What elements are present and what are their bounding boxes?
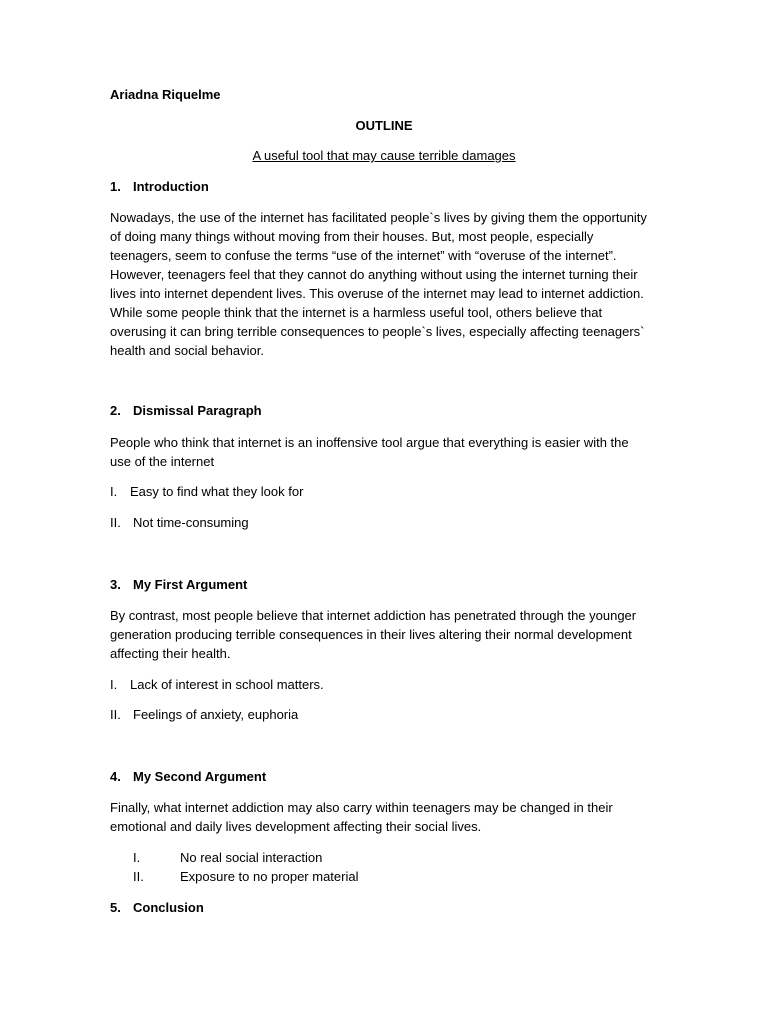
- list-item: [110, 705, 298, 724]
- list-marker: I.: [133, 850, 141, 865]
- section-number: 4.: [110, 769, 121, 784]
- list-item: [110, 513, 249, 532]
- section-number: 2.: [110, 403, 121, 418]
- list-text: Exposure to no proper material: [180, 869, 359, 884]
- section-number: 3.: [110, 577, 121, 592]
- list-marker: I.: [110, 677, 118, 692]
- second-argument-paragraph: [110, 798, 670, 836]
- paragraph-line: emotional and daily lives development affecting their social lives.: [110, 819, 482, 834]
- section-number: 5.: [110, 900, 121, 915]
- paragraph-line: lives into internet dependent lives. This overuse of the internet may lead to internet addiction.: [110, 286, 644, 301]
- list-text: Not time-consuming: [133, 515, 249, 530]
- section-title: Dismissal Paragraph: [133, 403, 262, 418]
- document-title: OUTLINE: [355, 118, 413, 133]
- paragraph-line: affecting their health.: [110, 646, 231, 661]
- paragraph-line: People who think that internet is an inoffensive tool argue that everything is easier with the: [110, 435, 629, 450]
- dismissal-paragraph: [110, 433, 670, 471]
- paragraph-line: While some people think that the internet is a harmless useful tool, others believe that: [110, 305, 603, 320]
- paragraph-line: of doing many things without moving from their houses. But, most people, especially: [110, 229, 594, 244]
- paragraph-line: overusing it can bring terrible consequences to people`s lives, especially affecting teenagers`: [110, 324, 645, 339]
- list-item: [110, 675, 324, 694]
- section-heading-second-argument: [110, 767, 266, 786]
- list-marker: II.: [110, 515, 121, 530]
- section-title: Introduction: [133, 179, 209, 194]
- list-marker: II.: [133, 869, 144, 884]
- subtitle-text: A useful tool that may cause terrible damages: [252, 148, 516, 163]
- paragraph-line: health and social behavior.: [110, 343, 264, 358]
- paragraph-line: However, teenagers feel that they cannot do anything without using the internet turning their: [110, 267, 638, 282]
- section-heading-dismissal: [110, 401, 262, 420]
- list-item: [110, 482, 303, 501]
- introduction-paragraph: [110, 208, 670, 360]
- paragraph-line: Finally, what internet addiction may also carry within teenagers may be changed in their: [110, 800, 613, 815]
- list-text: Easy to find what they look for: [130, 484, 304, 499]
- paragraph-line: teenagers, seem to confuse the terms “use of the internet” with “overuse of the internet”.: [110, 248, 617, 263]
- list-text: Lack of interest in school matters.: [130, 677, 324, 692]
- section-heading-introduction: [110, 177, 209, 196]
- section-number: 1.: [110, 179, 121, 194]
- paragraph-line: generation producing terrible consequences in their lives altering their normal development: [110, 627, 632, 642]
- list-text: Feelings of anxiety, euphoria: [133, 707, 299, 722]
- paragraph-line: Nowadays, the use of the internet has facilitated people`s lives by giving them the opportunity: [110, 210, 647, 225]
- section-title: My Second Argument: [133, 769, 267, 784]
- list-marker: II.: [110, 707, 121, 722]
- list-text: No real social interaction: [180, 850, 323, 865]
- section-heading-conclusion: [110, 898, 204, 917]
- section-title: My First Argument: [133, 577, 248, 592]
- section-title: Conclusion: [133, 900, 204, 915]
- paragraph-line: By contrast, most people believe that internet addiction has penetrated through the younger: [110, 608, 637, 623]
- author-name: Ariadna Riquelme: [110, 87, 221, 102]
- document-subtitle: [0, 146, 768, 165]
- list-marker: I.: [110, 484, 118, 499]
- section-heading-first-argument: [110, 575, 247, 594]
- first-argument-paragraph: [110, 606, 670, 663]
- paragraph-line: use of the internet: [110, 454, 215, 469]
